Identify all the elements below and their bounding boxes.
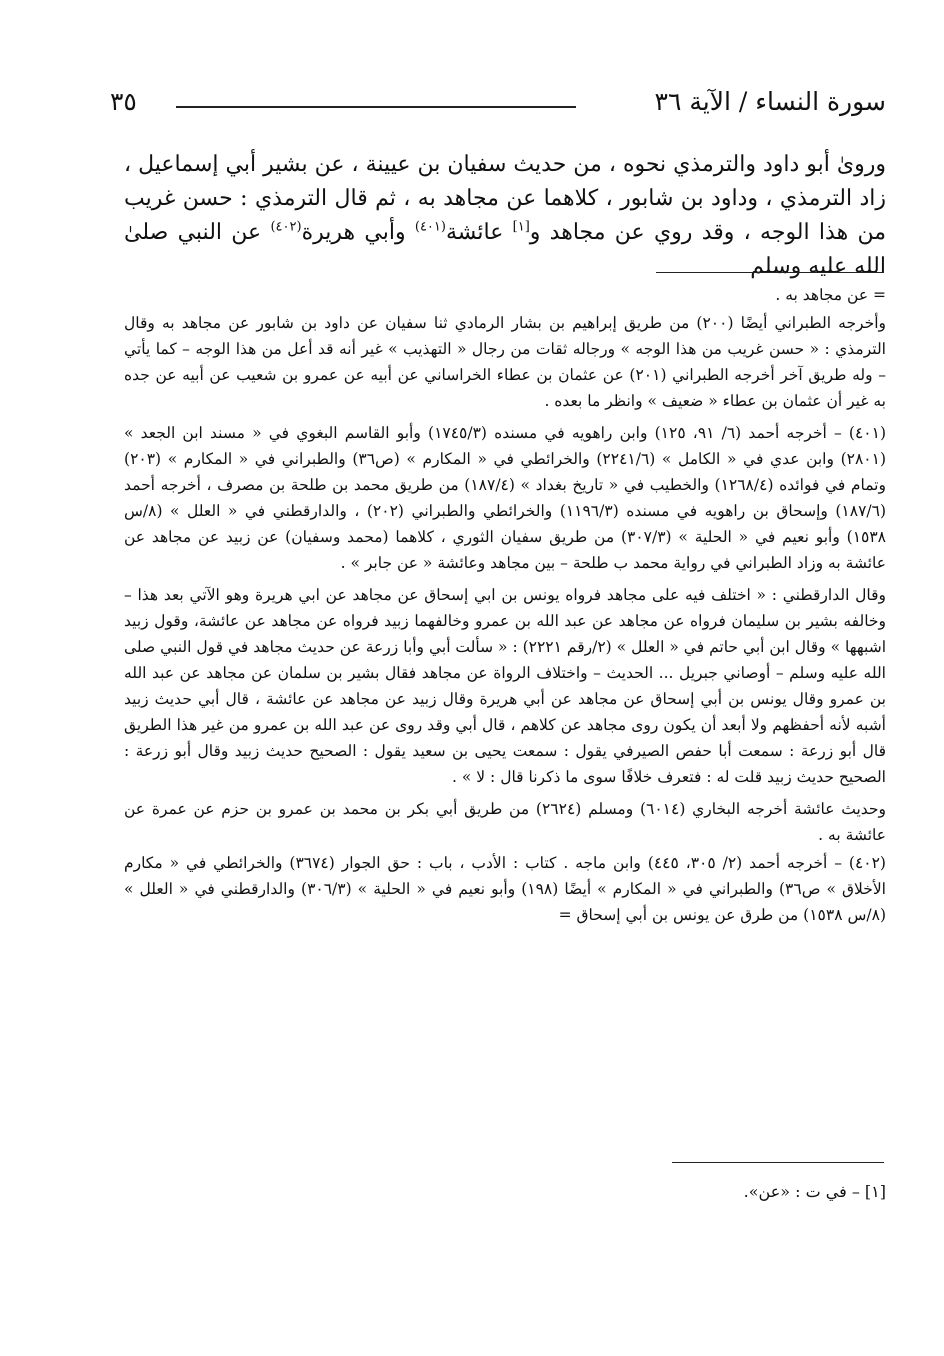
page-number: ٣٥ — [110, 87, 137, 116]
main-text — [124, 148, 886, 284]
variant-note: [١] – في ت : «عن». — [743, 1182, 886, 1201]
footnotes — [124, 282, 886, 930]
main-text-part-4: عن النبي صلىٰ الله عليه وسلم — [124, 220, 886, 279]
footnote-separator-rule — [656, 272, 884, 273]
header-rule — [176, 106, 576, 108]
main-text-part-1: وروىٰ أبو داود والترمذي نحوه ، من حديث سفيان بن عيينة ، عن بشير أبي إسماعيل ، زاد الترمذي ، وداود بن شابور ، كلاهما عن مجاهد به ، ثم قال الترمذي : حسن غريب من هذا الوجه ، وقد روي عن مجاهد و — [124, 152, 886, 245]
footnote-aisha-hadith: وحديث عائشة أخرجه البخاري (٦٠١٤) ومسلم (٢٦٢٤) من طريق أبي بكر بن محمد بن عمرو بن حزم عن عمرة عن عائشة به . — [124, 800, 886, 844]
footnote-continuation: = عن مجاهد به . — [775, 286, 886, 304]
footnote-402: (٤٠٢) – أخرجه أحمد (٢/ ٣٠٥، ٤٤٥) وابن ماجه . كتاب : الأدب ، باب : حق الجوار (٣٦٧٤) والخرائطي في « مكارم الأخلاق » ص٣٦) والطبراني في « المكارم » أيضًا (١٩٨) وأبو نعيم في « الحلية » (٣٠٦/٣) والدارقطني في « العلل » (٨/س ١٥٣٨) من طرق عن يونس بن أبي إسحاق = — [124, 854, 886, 924]
variant-separator-rule — [672, 1162, 884, 1163]
page-header — [110, 84, 886, 124]
running-title: سورة النساء / الآية ٣٦ — [654, 87, 886, 116]
footnote-reference-401: (٤٠١) — [414, 219, 446, 235]
variant-reference-1: [١] — [512, 219, 530, 235]
footnote-401: (٤٠١) – أخرجه أحمد (٦/ ٩١، ١٢٥) وابن راهويه في مسنده (١٧٤٥/٣) وأبو القاسم البغوي في « مسند ابن الجعد » (٢٨٠١) وابن عدي في « الكامل » (٢٢٤١/٦) والخرائطي في « المكارم » (ص٣٦) والطبراني في « المكارم » (٢٠٣) وتمام في فوائده (١٢٦٨/٤) والخطيب في « تاريخ بغداد » (١٨٧/٤) من طريق محمد بن طلحة بن مصرف ، أخرجه أحمد (١٨٧/٦) وإسحاق بن راهويه في مسنده (١١٩٦/٣) والخرائطي والطبراني (٢٠٢) ، والدارقطني في « العلل » (٨/س ١٥٣٨) وأبو نعيم في « الحلية » (٣٠٧/٣) من طريق سفيان الثوري ، كلاهما (محمد وسفيان) عن زبيد عن مجاهد عن عائشة به وزاد الطبراني في رواية محمد ب طلحة – بين مجاهد وعائشة « عن جابر » . — [124, 424, 887, 572]
footnote-daraqutni: وقال الدارقطني : « اختلف فيه على مجاهد فرواه يونس بن ابي إسحاق عن مجاهد عن ابي هريرة وهو الآتي بعد هذا – وخالفه بشير بن سليمان فرواه عن مجاهد عن عبد الله بن عمرو وخالفهما زبيد فرواه عن مجاهد عن عائشة، وقول زبيد اشبهها » وقال ابن أبي حاتم في « العلل » (٢/رقم ٢٢٢١) : « سألت أبي وأبا زرعة عن حديث مجاهد في قول النبي صلى الله عليه وسلم – أوصاني جبريل ... الحديث – واختلاف الرواة عن مجاهد فقال بشير بن سلمان عن مجاهد عن عبد الله بن عمرو وقال يونس بن أبي إسحاق عن مجاهد عن أبي هريرة وقال زبيد عن مجاهد عن عائشة ، قال أبي حديث زبيد أشبه لأنه أحفظهم ولا أبعد أن يكون روى مجاهد عن كلاهم ، قال أبي وقد روى عن عبد الله بن عمرو من غير هذا الطريق قال أبو زرعة : سمعت أبا حفص الصيرفي يقول : سمعت يحيى بن سعيد يقول : الصحيح حديث زبيد وقال أبو زرعة : الصحيح حديث زبيد قلت له : فتعرف خلافًا سوى ما ذكرنا قال : لا » . — [124, 586, 887, 786]
footnote-reference-402: (٤٠٢) — [270, 219, 302, 235]
footnote-paragraph-tabarani: وأخرجه الطبراني أيضًا (٢٠٠) من طريق إبراهيم بن بشار الرمادي ثنا سفيان عن داود بن شابور عن مجاهد به وقال الترمذي : « حسن غريب من هذا الوجه » ورجاله ثقات من رجال « التهذيب » غير أنه قد أعل من هذا الوجه – كما يأتي – وله طريق آخر أخرجه الطبراني (٢٠١) عن عثمان بن عطاء الخراساني عن أبيه عن عمرو بن شعيب عن أبيه عن جده به غير أن عثمان بن عطاء « ضعيف » وانظر ما بعده . — [124, 314, 886, 410]
main-text-part-3: وأبي هريرة — [301, 220, 415, 245]
main-text-part-2: عائشة — [445, 220, 513, 245]
